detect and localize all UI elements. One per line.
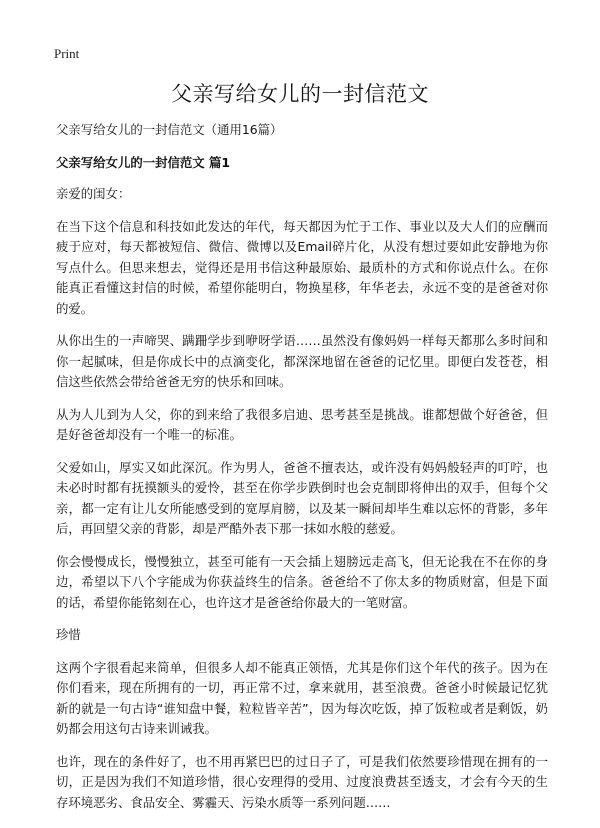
section-label: 珍惜 bbox=[56, 627, 81, 642]
paragraph: 从为人儿到为人父，你的到来给了我很多启迪、思考甚至是挑战。谁都想做个好爸爸，但是好爸爸却没有一个唯一的标准。 bbox=[56, 406, 548, 442]
paragraph: 也许，现在的条件好了，也不用再紧巴巴的过日子了，可是我们依然要珍惜现在拥有的一切，正是因为我们不知道珍惜，很心安理得的受用、过度浪费甚至透支，才会有今天的生存环境恶劣、食品安全、雾霾天、污染水质等一系列问题…… bbox=[56, 753, 548, 810]
paragraph: 父爱如山，厚实又如此深沉。作为男人，爸爸不擅表达，或许没有妈妈般轻声的叮咛，也未必时时都有抚摸额头的爱怜，甚至在你学步跌倒时也会克制即将伸出的双手，但每个父亲，都一定有让儿女所能感受到的宽厚肩膀，以及某一瞬间却毕生难以忘怀的背影，多年后，再回望父亲的背影，却是严酷外表下那一抹如水般的慈爱。 bbox=[56, 459, 548, 536]
salutation: 亲爱的闺女： bbox=[56, 186, 131, 201]
paragraph: 这两个字很看起来简单，但很多人却不能真正领悟，尤其是你们这个年代的孩子。因为在你们看来，现在所拥有的一切，再正常不过，拿来就用，甚至浪费。爸爸小时候最记忆犹新的就是一句古诗“谁知盘中餐，粒粒皆辛苦”，因为每次吃饭，掉了饭粒或者是剩饭，奶奶都会用这句古诗来训诫我。 bbox=[56, 659, 548, 736]
document-subtitle: 父亲写给女儿的一封信范文（通用16篇） bbox=[56, 122, 283, 137]
paragraph: 从你出生的一声啼哭、蹒跚学步到咿呀学语……虽然没有像妈妈一样每天都那么多时间和你一起腻味，但是你成长中的点滴变化，都深深地留在爸爸的记忆里。即便白发苍苍，相信这些依然会带给爸爸无穷的快乐和回味。 bbox=[56, 333, 548, 389]
document-body bbox=[56, 120, 548, 825]
page-title: 父亲写给女儿的一封信范文 bbox=[171, 82, 429, 106]
paragraph: 在当下这个信息和科技如此发达的年代，每天都因为忙于工作、事业以及大人们的应酬而疲于应对，每天都被短信、微信、微博以及Email碎片化，从没有想过要如此安静地为你写点什么。但思来想去，觉得还是用书信这种最原始、最质朴的方式和你说点什么。在你能真正看懂这封信的时候，希望你能明白，物换星移，年华老去，永远不变的是爸爸对你的爱。 bbox=[56, 218, 548, 316]
print-link[interactable]: Print bbox=[54, 46, 80, 61]
paragraph: 你会慢慢成长，慢慢独立，甚至可能有一天会插上翅膀远走高飞，但无论我在不在你的身边，希望以下八个字能成为你获益终生的信条。爸爸给不了你太多的物质财富，但是下面的话，希望你能铭刻在心，也许这才是爸爸给你最大的一笔财富。 bbox=[56, 553, 548, 610]
section-heading: 父亲写给女儿的一封信范文 篇1 bbox=[56, 154, 231, 170]
